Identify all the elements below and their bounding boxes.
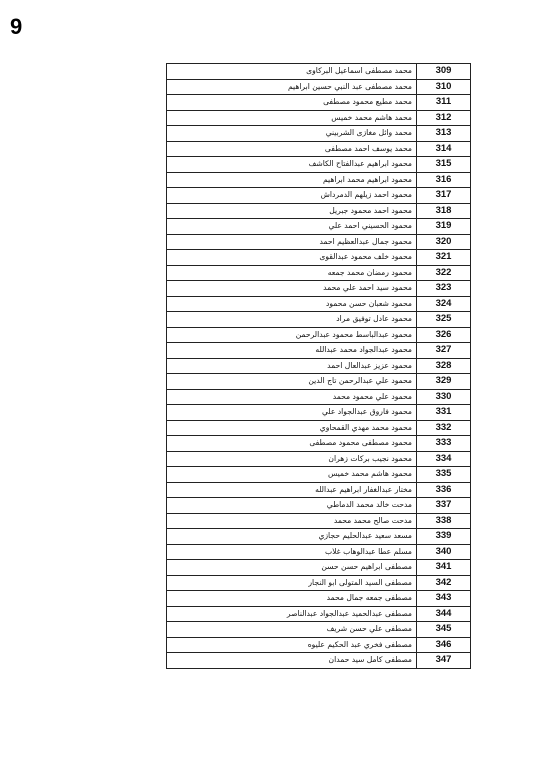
name-cell: محمود عادل توفيق مراد — [167, 312, 417, 327]
name-cell: مسعد سعيد عبدالحليم حجازي — [167, 529, 417, 544]
name-cell: محمود عبدالجواد محمد عبدالله — [167, 343, 417, 358]
name-cell: محمود عزيز عبدالعال احمد — [167, 359, 417, 374]
name-cell: مصطفى كامل سيد حمدان — [167, 653, 417, 668]
number-cell: 320 — [417, 235, 471, 250]
name-cell: محمود هاشم محمد خميس — [167, 467, 417, 482]
table-row — [167, 498, 471, 514]
name-cell: محمود مصطفى محمود مصطفى — [167, 436, 417, 451]
table-row — [167, 560, 471, 576]
name-cell: محمد هاشم محمد خميس — [167, 111, 417, 126]
table-row — [167, 204, 471, 220]
name-cell: مصطفى جمعه جمال محمد — [167, 591, 417, 606]
name-cell: مسلم عطا عبدالوهاب غلاب — [167, 545, 417, 560]
table-row — [167, 421, 471, 437]
table-row — [167, 452, 471, 468]
number-cell: 333 — [417, 436, 471, 451]
table-row — [167, 545, 471, 561]
number-cell: 332 — [417, 421, 471, 436]
number-cell: 312 — [417, 111, 471, 126]
table-row — [167, 188, 471, 204]
name-cell: مصطفى فخري عبد الحكيم عليوه — [167, 638, 417, 653]
name-cell: محمود رمضان محمد جمعه — [167, 266, 417, 281]
name-cell: مصطفى السيد المتولى ابو النجار — [167, 576, 417, 591]
number-cell: 345 — [417, 622, 471, 637]
number-cell: 316 — [417, 173, 471, 188]
table-row — [167, 173, 471, 189]
number-cell: 337 — [417, 498, 471, 513]
number-cell: 331 — [417, 405, 471, 420]
table-row — [167, 266, 471, 282]
name-cell: محمد مطيع محمود مصطفى — [167, 95, 417, 110]
name-cell: محمود الحسيني احمد علي — [167, 219, 417, 234]
name-cell: مدحت خالد محمد الدماطي — [167, 498, 417, 513]
name-cell: محمود احمد محمود جبريل — [167, 204, 417, 219]
table-row — [167, 359, 471, 375]
number-cell: 330 — [417, 390, 471, 405]
name-cell: محمود عبدالباسط محمود عبدالرحمن — [167, 328, 417, 343]
name-cell: محمود جمال عبدالعظيم احمد — [167, 235, 417, 250]
name-cell: محمود خلف محمود عبدالقوى — [167, 250, 417, 265]
name-cell: محمود فاروق عبدالجواد علي — [167, 405, 417, 420]
number-cell: 328 — [417, 359, 471, 374]
table-row — [167, 514, 471, 530]
number-cell: 309 — [417, 64, 471, 79]
table-row — [167, 405, 471, 421]
name-cell: مدحت صالح محمد محمد — [167, 514, 417, 529]
number-cell: 339 — [417, 529, 471, 544]
number-cell: 310 — [417, 80, 471, 95]
name-cell: محمد يوسف احمد مصطفى — [167, 142, 417, 157]
number-cell: 321 — [417, 250, 471, 265]
number-cell: 343 — [417, 591, 471, 606]
table-row — [167, 622, 471, 638]
table-row — [167, 312, 471, 328]
name-cell: مصطفى علي حسن شريف — [167, 622, 417, 637]
number-cell: 346 — [417, 638, 471, 653]
name-cell: محمود سيد احمد علي محمد — [167, 281, 417, 296]
table-row — [167, 343, 471, 359]
number-cell: 326 — [417, 328, 471, 343]
table-row — [167, 219, 471, 235]
name-cell: محمد مصطفى اسماعيل البركاوى — [167, 64, 417, 79]
name-cell: محمود ابراهيم عبدالفتاح الكاشف — [167, 157, 417, 172]
table-row — [167, 328, 471, 344]
names-table — [166, 63, 471, 669]
name-cell: محمود احمد زيلهم الدمرداش — [167, 188, 417, 203]
number-cell: 314 — [417, 142, 471, 157]
page-number: 9 — [10, 14, 23, 39]
table-row — [167, 157, 471, 173]
table-row — [167, 529, 471, 545]
number-cell: 315 — [417, 157, 471, 172]
table-row — [167, 374, 471, 390]
name-cell: مختار عبدالغفار ابراهيم عبدالله — [167, 483, 417, 498]
name-cell: محمود نجيب بركات زهران — [167, 452, 417, 467]
table-row — [167, 235, 471, 251]
table-row — [167, 576, 471, 592]
number-cell: 341 — [417, 560, 471, 575]
table-row — [167, 591, 471, 607]
table-row — [167, 281, 471, 297]
name-cell: مصطفى عبدالحميد عبدالجواد عبدالناصر — [167, 607, 417, 622]
table-row — [167, 250, 471, 266]
table-row — [167, 64, 471, 80]
number-cell: 325 — [417, 312, 471, 327]
number-cell: 334 — [417, 452, 471, 467]
table-row — [167, 483, 471, 499]
number-cell: 342 — [417, 576, 471, 591]
name-cell: محمد وائل مغازى الشربيني — [167, 126, 417, 141]
table-row — [167, 80, 471, 96]
number-cell: 324 — [417, 297, 471, 312]
name-cell: محمود محمد مهدي القمحاوي — [167, 421, 417, 436]
name-cell: مصطفى ابراهيم حسن حسن — [167, 560, 417, 575]
name-cell: محمود شعبان حسن محمود — [167, 297, 417, 312]
table-row — [167, 111, 471, 127]
table-row — [167, 653, 471, 669]
number-cell: 344 — [417, 607, 471, 622]
number-cell: 329 — [417, 374, 471, 389]
number-cell: 340 — [417, 545, 471, 560]
number-cell: 335 — [417, 467, 471, 482]
table-row — [167, 607, 471, 623]
number-cell: 347 — [417, 653, 471, 668]
number-cell: 323 — [417, 281, 471, 296]
table-row — [167, 126, 471, 142]
table-row — [167, 467, 471, 483]
name-cell: محمد مصطفى عبد النبي حسين ابراهيم — [167, 80, 417, 95]
number-cell: 319 — [417, 219, 471, 234]
name-cell: محمود ابراهيم محمد ابراهيم — [167, 173, 417, 188]
table-row — [167, 436, 471, 452]
table-row — [167, 95, 471, 111]
number-cell: 336 — [417, 483, 471, 498]
number-cell: 322 — [417, 266, 471, 281]
table-row — [167, 297, 471, 313]
name-cell: محمود علي عبدالرحمن تاج الدين — [167, 374, 417, 389]
number-cell: 313 — [417, 126, 471, 141]
number-cell: 327 — [417, 343, 471, 358]
number-cell: 311 — [417, 95, 471, 110]
table-row — [167, 390, 471, 406]
number-cell: 318 — [417, 204, 471, 219]
number-cell: 317 — [417, 188, 471, 203]
number-cell: 338 — [417, 514, 471, 529]
table-row — [167, 638, 471, 654]
name-cell: محمود علي محمود محمد — [167, 390, 417, 405]
table-row — [167, 142, 471, 158]
